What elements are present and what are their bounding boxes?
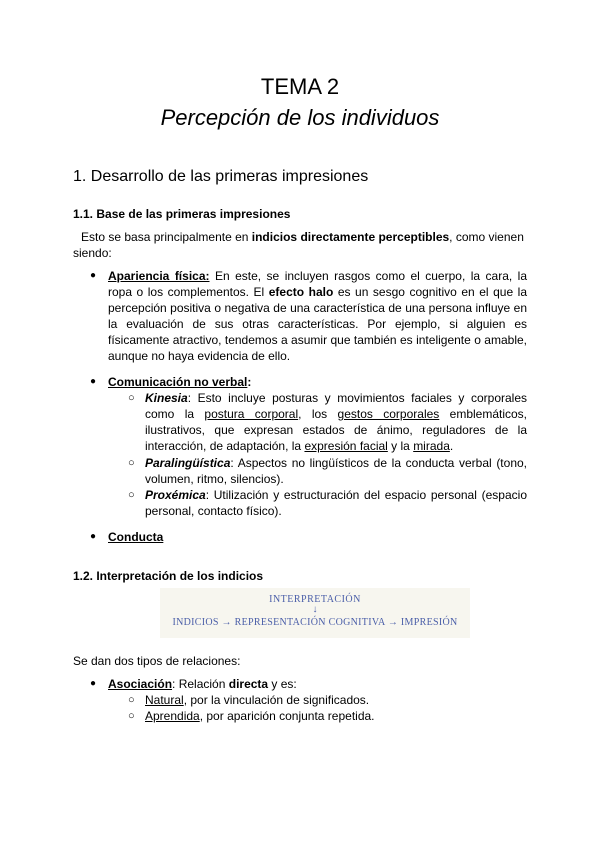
relations-intro: Se dan dos tipos de relaciones: [73, 654, 241, 668]
sub-bullet-circle: ○ [128, 489, 135, 501]
sub-bullet-kinesia [145, 390, 527, 454]
conducta-label: Conducta [108, 530, 164, 544]
diagram-bottom-label: INDICIOS → REPRESENTACIÓN COGNITIVA → IMPRESIÓN [172, 617, 458, 628]
bullet-asociacion [108, 676, 527, 692]
aprendida-text: , por aparición conjunta repetida. [199, 709, 375, 723]
kinesia-term: Kinesia [145, 391, 188, 405]
intro-bold: indicios directamente perceptibles [251, 230, 450, 244]
sub-bullet-proxemica [145, 487, 527, 519]
intro-text: Esto se basa principalmente en [81, 230, 252, 244]
diagram-top-label: INTERPRETACIÓN [269, 594, 361, 605]
section-heading-1-1: 1.1. Base de las primeras impresiones [73, 207, 291, 221]
kinesia-expresion: expresión facial [304, 439, 388, 453]
natural-text: , por la vinculación de significados. [183, 693, 370, 707]
bullet-dot: ● [90, 678, 97, 689]
bullet-apariencia [108, 268, 527, 364]
sub-bullet-natural [145, 692, 527, 708]
sub-bullet-circle: ○ [128, 457, 135, 469]
proxemica-text: : Utilización y estructuración del espacio personal (espacio personal, contacto físico). [145, 488, 527, 518]
kinesia-gestos: gestos corporales [337, 407, 440, 421]
apariencia-text: En este, se incluyen rasgos como el cuerpo, la cara, la ropa o los complementos. El [108, 269, 527, 299]
page-subtitle: Percepción de los individuos [160, 105, 440, 130]
aprendida-label: Aprendida [145, 709, 200, 723]
sub-bullet-circle: ○ [128, 710, 135, 722]
bullet-dot: ● [90, 270, 97, 281]
natural-label: Natural [145, 693, 184, 707]
proxemica-term: Proxémica [145, 488, 206, 502]
interpretation-diagram [160, 588, 470, 638]
asociacion-text: : Relación [172, 677, 229, 691]
intro-paragraph [73, 229, 527, 261]
sub-bullet-aprendida [145, 708, 527, 724]
kinesia-text: , los [298, 407, 338, 421]
asociacion-label: Asociación [108, 677, 173, 691]
bullet-comunicacion [108, 374, 527, 390]
asociacion-bold: directa [228, 677, 269, 691]
kinesia-text: : Esto incluye posturas y movimientos faciales y corporales como la [145, 391, 527, 421]
intro-text-end: , como vienen siendo: [73, 230, 524, 260]
bullet-conducta [108, 529, 527, 545]
kinesia-postura: postura corporal [204, 407, 299, 421]
comunicacion-label: Comunicación no verbal [108, 375, 248, 389]
bullet-dot: ● [90, 376, 97, 387]
diagram-arrow-icon: ↓ [312, 604, 318, 615]
sub-bullet-paralinguistica [145, 455, 527, 487]
sub-bullet-circle: ○ [128, 392, 135, 404]
kinesia-text: . [449, 439, 454, 453]
kinesia-mirada: mirada [413, 439, 450, 453]
page-title: TEMA 2 [260, 74, 340, 99]
paralinguistica-term: Paralingüística [145, 456, 231, 470]
section-heading-1: 1. Desarrollo de las primeras impresiones [73, 168, 369, 185]
apariencia-label: Apariencia física: [108, 269, 210, 283]
apariencia-text-2: es un sesgo cognitivo en el que la percepción positiva o negativa de una característica de una persona influye en la evaluación de sus otras características. Por ejemplo, si alguien es físicamente atractivo, tendemos a asumir que también es inteligente o amable, aunque no haya evidencia de ello. [108, 285, 527, 363]
comunicacion-colon: : [247, 375, 252, 389]
bullet-dot: ● [90, 531, 97, 542]
efecto-halo: efecto halo [268, 285, 334, 299]
section-heading-1-2: 1.2. Interpretación de los indicios [73, 569, 264, 583]
paralinguistica-text: : Aspectos no lingüísticos de la conducta verbal (tono, volumen, ritmo, silencios). [145, 456, 527, 486]
kinesia-text: y la [387, 439, 414, 453]
asociacion-text-end: y es: [268, 677, 297, 691]
sub-bullet-circle: ○ [128, 694, 135, 706]
kinesia-text: emblemáticos, ilustrativos, que expresan estados de ánimo, reguladores de la interacción, de adaptación, la [145, 407, 528, 453]
